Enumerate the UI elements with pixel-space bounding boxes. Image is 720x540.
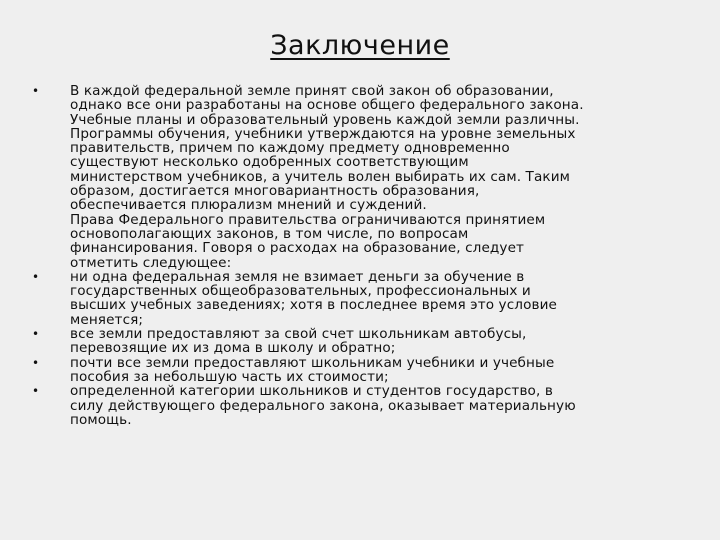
bullet-line: перевозящие их из дома в школу и обратно; <box>70 340 396 357</box>
bullet-line: существуют несколько одобренных соответствующим <box>70 154 469 171</box>
bullet-line: определенной категории школьников и студентов государство, в <box>70 383 553 400</box>
bullet-line: образом, достигается многовариантность образования, <box>70 183 480 200</box>
bullet-item-5 <box>26 384 674 427</box>
bullet-item-3 <box>26 327 674 356</box>
bullet-line: меняется; <box>70 311 144 328</box>
bullet-line: Программы обучения, учебники утверждаются на уровне земельных <box>70 125 576 142</box>
bullet-line: финансирования. Говоря о расходах на образование, следует <box>70 240 525 257</box>
bullet-line: почти все земли предоставляют школьникам учебники и учебные <box>70 354 555 371</box>
bullet-line: В каждой федеральной земле принят свой закон об образовании, <box>70 83 554 99</box>
bullet-line: отметить следующее: <box>70 254 232 271</box>
bullet-marker: • <box>32 384 40 399</box>
bullet-line: государственных общеобразовательных, профессиональных и <box>70 283 531 300</box>
bullet-list <box>26 84 674 427</box>
bullet-marker: • <box>32 269 40 284</box>
bullet-line: силу действующего федерального закона, оказывает материальную <box>70 397 576 414</box>
bullet-line: Права Федерального правительства ограничиваются принятием <box>70 211 546 228</box>
bullet-item-2 <box>26 270 674 327</box>
bullet-marker: • <box>32 84 40 98</box>
bullet-line: ни одна федеральная земля не взимает деньги за обучение в <box>70 268 525 285</box>
bullet-line: помощь. <box>70 411 132 428</box>
bullet-line: министерством учебников, а учитель волен выбирать их сам. Таким <box>70 168 570 185</box>
bullet-line: Учебные планы и образовательный уровень каждой земли различны. <box>70 111 580 128</box>
bullet-line: обеспечивается плюрализм мнений и суждений. <box>70 197 427 214</box>
bullet-line: правительств, причем по каждому предмету одновременно <box>70 140 510 157</box>
bullet-item-4 <box>26 356 674 385</box>
bullet-item-1 <box>26 84 674 270</box>
slide-title: Заключение <box>270 30 450 61</box>
bullet-line: основополагающих законов, в том числе, по вопросам <box>70 225 469 242</box>
bullet-line: однако все они разработаны на основе общего федерального закона. <box>70 97 584 114</box>
bullet-line: пособия за небольшую часть их стоимости; <box>70 368 389 385</box>
bullet-marker: • <box>32 327 40 342</box>
bullet-line: все земли предоставляют за свой счет школьникам автобусы, <box>70 326 527 343</box>
bullet-line: высших учебных заведениях; хотя в последнее время это условие <box>70 297 557 314</box>
bullet-marker: • <box>32 355 40 370</box>
